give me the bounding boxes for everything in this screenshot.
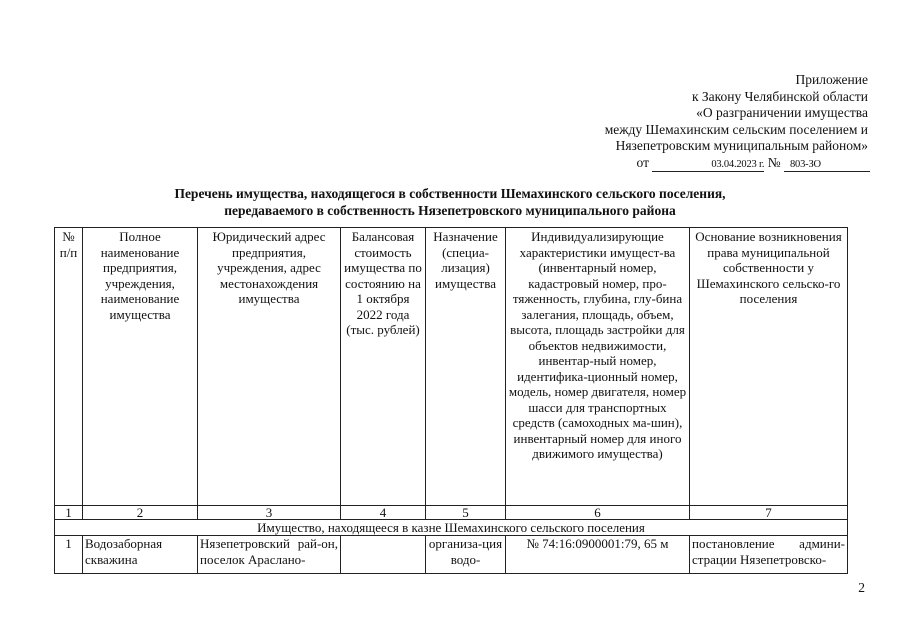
column-number: 5 — [426, 506, 506, 520]
column-number: 4 — [341, 506, 426, 520]
column-number: 2 — [83, 506, 198, 520]
header-cell: Юридический адрес предприятия, учреждения, адрес местонахождения имущества — [198, 228, 341, 506]
column-number: 6 — [506, 506, 690, 520]
header-cell: Полное наименование предприятия, учреждения, наименование имущества — [83, 228, 198, 506]
table-row — [55, 536, 848, 574]
appendix-line: между Шемахинским сельским поселением и — [604, 121, 868, 137]
title-line: передаваемого в собственность Нязепетровского муниципального района — [224, 203, 676, 218]
appendix-line: Нязепетровским муниципальным районом» — [615, 138, 868, 153]
appendix-signature-line — [448, 155, 870, 172]
column-number: 1 — [55, 506, 83, 520]
number-label: № — [767, 154, 781, 170]
property-table — [54, 227, 848, 574]
document-title — [100, 185, 800, 219]
page-number: 2 — [858, 580, 865, 595]
column-number-row — [55, 506, 848, 520]
appendix-line: «О разграничении имущества — [696, 105, 868, 120]
header-cell: № п/п — [55, 228, 83, 506]
row-characteristics: № 74:16:0900001:79, 65 м — [506, 536, 690, 574]
column-number: 7 — [690, 506, 848, 520]
header-cell: Балансовая стоимость имущества по состоянию на 1 октября 2022 года (тыс. рублей) — [341, 228, 426, 506]
date-value: 03.04.2023 г. — [711, 158, 765, 170]
header-cell: Индивидуализирующие характеристики имущест-ва (инвентарный номер, кадастровый номер, про-тяженность, глубина, глу-бина залегания, площадь, объем, высота, площадь застройки для объектов недвижимости, инвентар-ный номер, идентифика-ционный номер, модель, номер двигателя, номер шасси для транспортных средств (самоходных ма-шин), инвентарный номер для иного движимого имущества) — [506, 228, 690, 506]
row-number: 1 — [55, 536, 83, 574]
row-address: Нязепетровский рай-он, поселок Арасланo- — [198, 536, 341, 574]
row-purpose: организа-ция водо- — [426, 536, 506, 574]
title-line: Перечень имущества, находящегося в собственности Шемахинского сельского поселения, — [174, 186, 726, 201]
table-header-row — [55, 228, 848, 506]
header-cell: Основание возникновения права муниципальной собственности у Шемахинского сельско-го поселения — [690, 228, 848, 506]
row-basis: постановление админи-страции Нязепетровско- — [690, 536, 848, 574]
section-title: Имущество, находящееся в казне Шемахинского сельского поселения — [55, 520, 848, 536]
number-field — [784, 157, 870, 172]
row-value — [341, 536, 426, 574]
header-cell: Назначение (специа-лизация) имущества — [426, 228, 506, 506]
date-field — [652, 157, 764, 172]
appendix-block — [448, 72, 868, 172]
appendix-line: Приложение — [795, 72, 868, 87]
from-label: от — [636, 154, 649, 170]
row-name: Водозаборная скважина — [83, 536, 198, 574]
number-value: 803-ЗО — [790, 158, 821, 170]
column-number: 3 — [198, 506, 341, 520]
section-row — [55, 520, 848, 536]
appendix-line: к Закону Челябинской области — [691, 88, 868, 104]
